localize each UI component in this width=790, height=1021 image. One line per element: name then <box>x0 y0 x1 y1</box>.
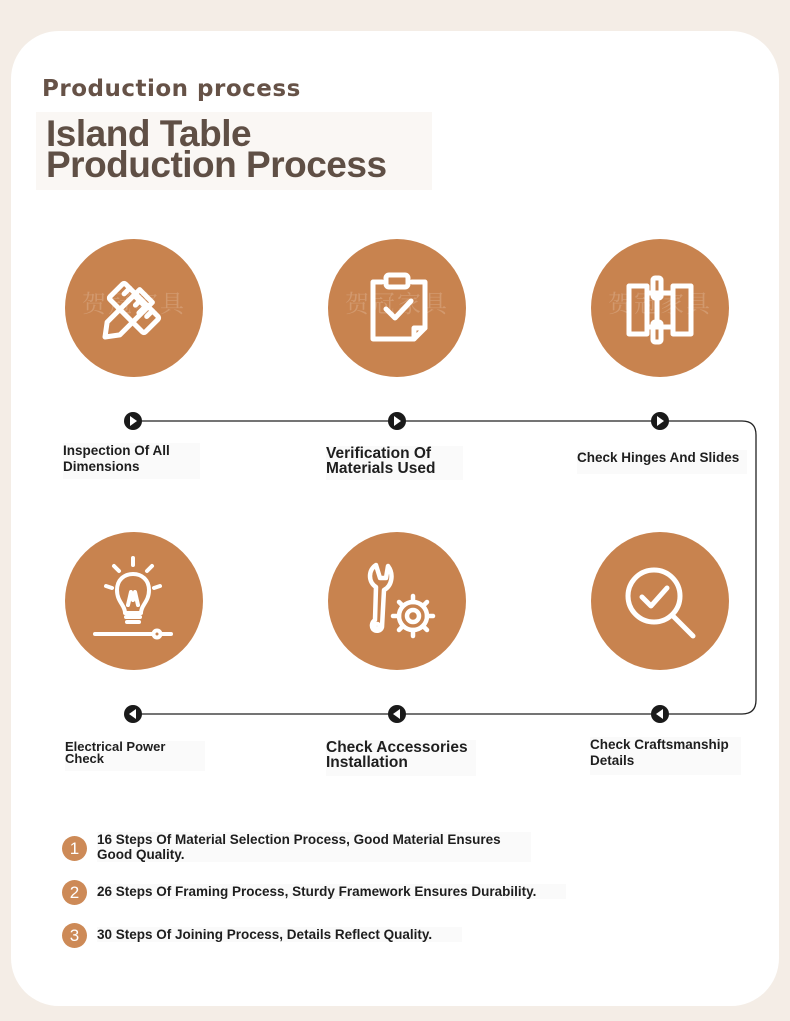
feature-number: 1 <box>62 836 87 861</box>
step-1-badge <box>65 239 203 377</box>
feature-text: 26 Steps Of Framing Process, Sturdy Framework Ensures Durability. <box>97 884 566 899</box>
feature-number: 2 <box>62 880 87 905</box>
title-line-2: Production Process <box>46 144 387 185</box>
hinge-icon <box>591 239 729 377</box>
title-line-1: Island Table <box>46 113 252 154</box>
page-title <box>46 113 387 185</box>
step-2-label: Verification Of Materials Used <box>326 446 463 480</box>
step-1-label: Inspection Of All Dimensions <box>63 443 200 479</box>
step-4-badge <box>65 532 203 670</box>
step-5-badge <box>328 532 466 670</box>
feature-text: 16 Steps Of Material Selection Process, Good Material Ensures Good Quality. <box>97 832 531 862</box>
step-4-label: Electrical Power Check <box>65 741 205 771</box>
feature-item-3 <box>62 923 462 953</box>
wrench-gear-icon <box>328 532 466 670</box>
lightbulb-icon <box>65 532 203 670</box>
step-5-label: Check Accessories Installation <box>326 740 476 776</box>
watermark: 贺冠家具 <box>608 290 712 318</box>
clipboard-check-icon <box>328 239 466 377</box>
feature-item-2 <box>62 880 566 910</box>
feature-text: 30 Steps Of Joining Process, Details Reflect Quality. <box>97 927 462 942</box>
watermark: 贺冠家具 <box>82 290 186 318</box>
step-6-label: Check Craftsmanship Details <box>590 737 741 775</box>
feature-number: 3 <box>62 923 87 948</box>
feature-item-1 <box>62 832 531 866</box>
step-6-badge <box>591 532 729 670</box>
magnifier-check-icon <box>591 532 729 670</box>
watermark: 贺冠家具 <box>345 290 449 318</box>
step-3-label: Check Hinges And Slides <box>577 450 747 474</box>
step-2-badge <box>328 239 466 377</box>
section-eyebrow: Production process <box>42 76 301 102</box>
pencil-ruler-icon <box>65 239 203 377</box>
step-3-badge <box>591 239 729 377</box>
